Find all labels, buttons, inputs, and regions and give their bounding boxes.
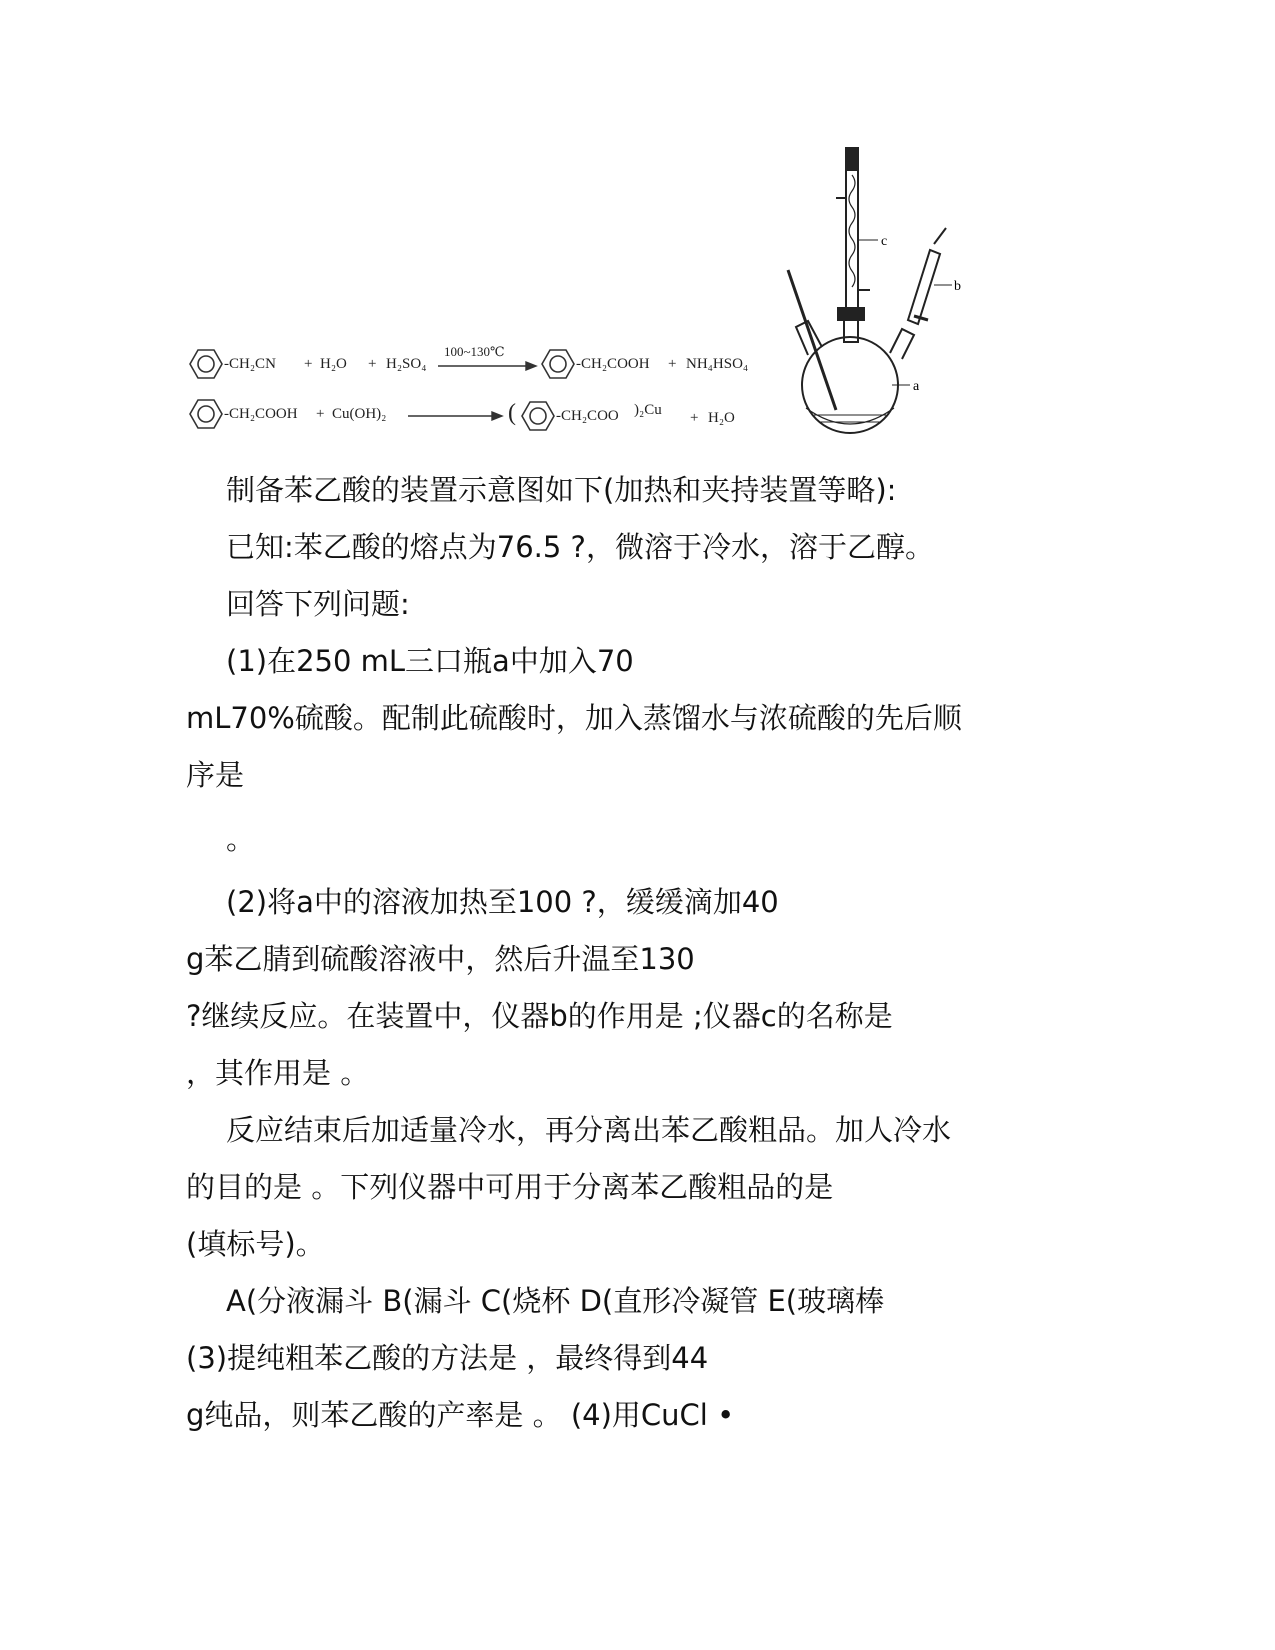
benzene-ring-icon — [522, 402, 554, 430]
apparatus-label-b: b — [954, 279, 961, 294]
text-line: A(分液漏斗 B(漏斗 C(烧杯 D(直形冷凝管 E(玻璃棒 — [226, 1284, 885, 1318]
reaction-arrow-icon — [438, 362, 536, 370]
apparatus-drawing — [788, 148, 952, 433]
figure-drawing — [186, 140, 986, 450]
reaction1-water: H₂O — [320, 356, 347, 372]
reaction1-plus: + — [668, 356, 677, 372]
benzene-ring-icon — [542, 350, 574, 378]
reaction1-acid: H₂SO₄ — [386, 356, 427, 372]
text-line: 。 — [226, 822, 256, 856]
reaction1-product: -CH₂COOH — [576, 356, 650, 372]
text-line: 序是 — [186, 758, 245, 792]
reaction1-condition: 100~130℃ — [444, 344, 505, 359]
apparatus-label-c: c — [881, 234, 888, 249]
text-line: (1)在250 mL三口瓶a中加入70 — [226, 644, 634, 678]
text-line: (2)将a中的溶液加热至100 ?，缓缓滴加40 — [226, 885, 779, 919]
reaction2-product-open: ( — [508, 400, 516, 426]
text-line: mL70%硫酸。配制此硫酸时，加入蒸馏水与浓硫酸的先后顺 — [186, 701, 962, 735]
reaction2-reactant: -CH₂COOH — [224, 406, 298, 422]
text-line: 的目的是 。下列仪器中可用于分离苯乙酸粗品的是 — [186, 1170, 834, 1204]
text-line: 制备苯乙酸的装置示意图如下(加热和夹持装置等略): — [226, 473, 897, 507]
text-line: (填标号)。 — [186, 1227, 325, 1261]
reaction-arrow-icon — [408, 412, 502, 420]
reaction2-reagent: Cu(OH)₂ — [332, 406, 387, 422]
text-line: 反应结束后加适量冷水，再分离出苯乙酸粗品。加人冷水 — [226, 1113, 952, 1147]
reaction1-reactant: -CH₂CN — [224, 356, 276, 372]
text-line: 已知:苯乙酸的熔点为76.5 ?，微溶于冷水，溶于乙醇。 — [226, 530, 934, 564]
text-line: g苯乙腈到硫酸溶液中，然后升温至130 — [186, 942, 695, 976]
text-line: ?继续反应。在装置中，仪器b的作用是 ;仪器c的名称是 — [186, 999, 893, 1033]
text-line: ，其作用是 。 — [186, 1056, 370, 1090]
benzene-ring-icon — [190, 400, 222, 428]
reaction2-plus: + — [690, 410, 699, 426]
reaction2-plus: + — [316, 406, 325, 422]
apparatus-label-a: a — [913, 379, 920, 394]
reaction2-product-close: )₂Cu — [634, 402, 662, 418]
reaction1-plus: + — [368, 356, 377, 372]
reaction-and-apparatus-figure — [186, 140, 986, 450]
reaction1-byproduct: NH₄HSO₄ — [686, 356, 749, 372]
question-text — [186, 462, 1086, 1444]
reaction1-plus: + — [304, 356, 313, 372]
reaction2-water: H₂O — [708, 410, 735, 426]
text-line: g纯品，则苯乙酸的产率是 。 (4)用CuCl • — [186, 1398, 735, 1432]
text-line: (3)提纯粗苯乙酸的方法是 ，最终得到44 — [186, 1341, 709, 1375]
reaction2-product-group: -CH₂COO — [556, 408, 619, 424]
benzene-ring-icon — [190, 350, 222, 378]
text-line: 回答下列问题: — [226, 587, 410, 621]
